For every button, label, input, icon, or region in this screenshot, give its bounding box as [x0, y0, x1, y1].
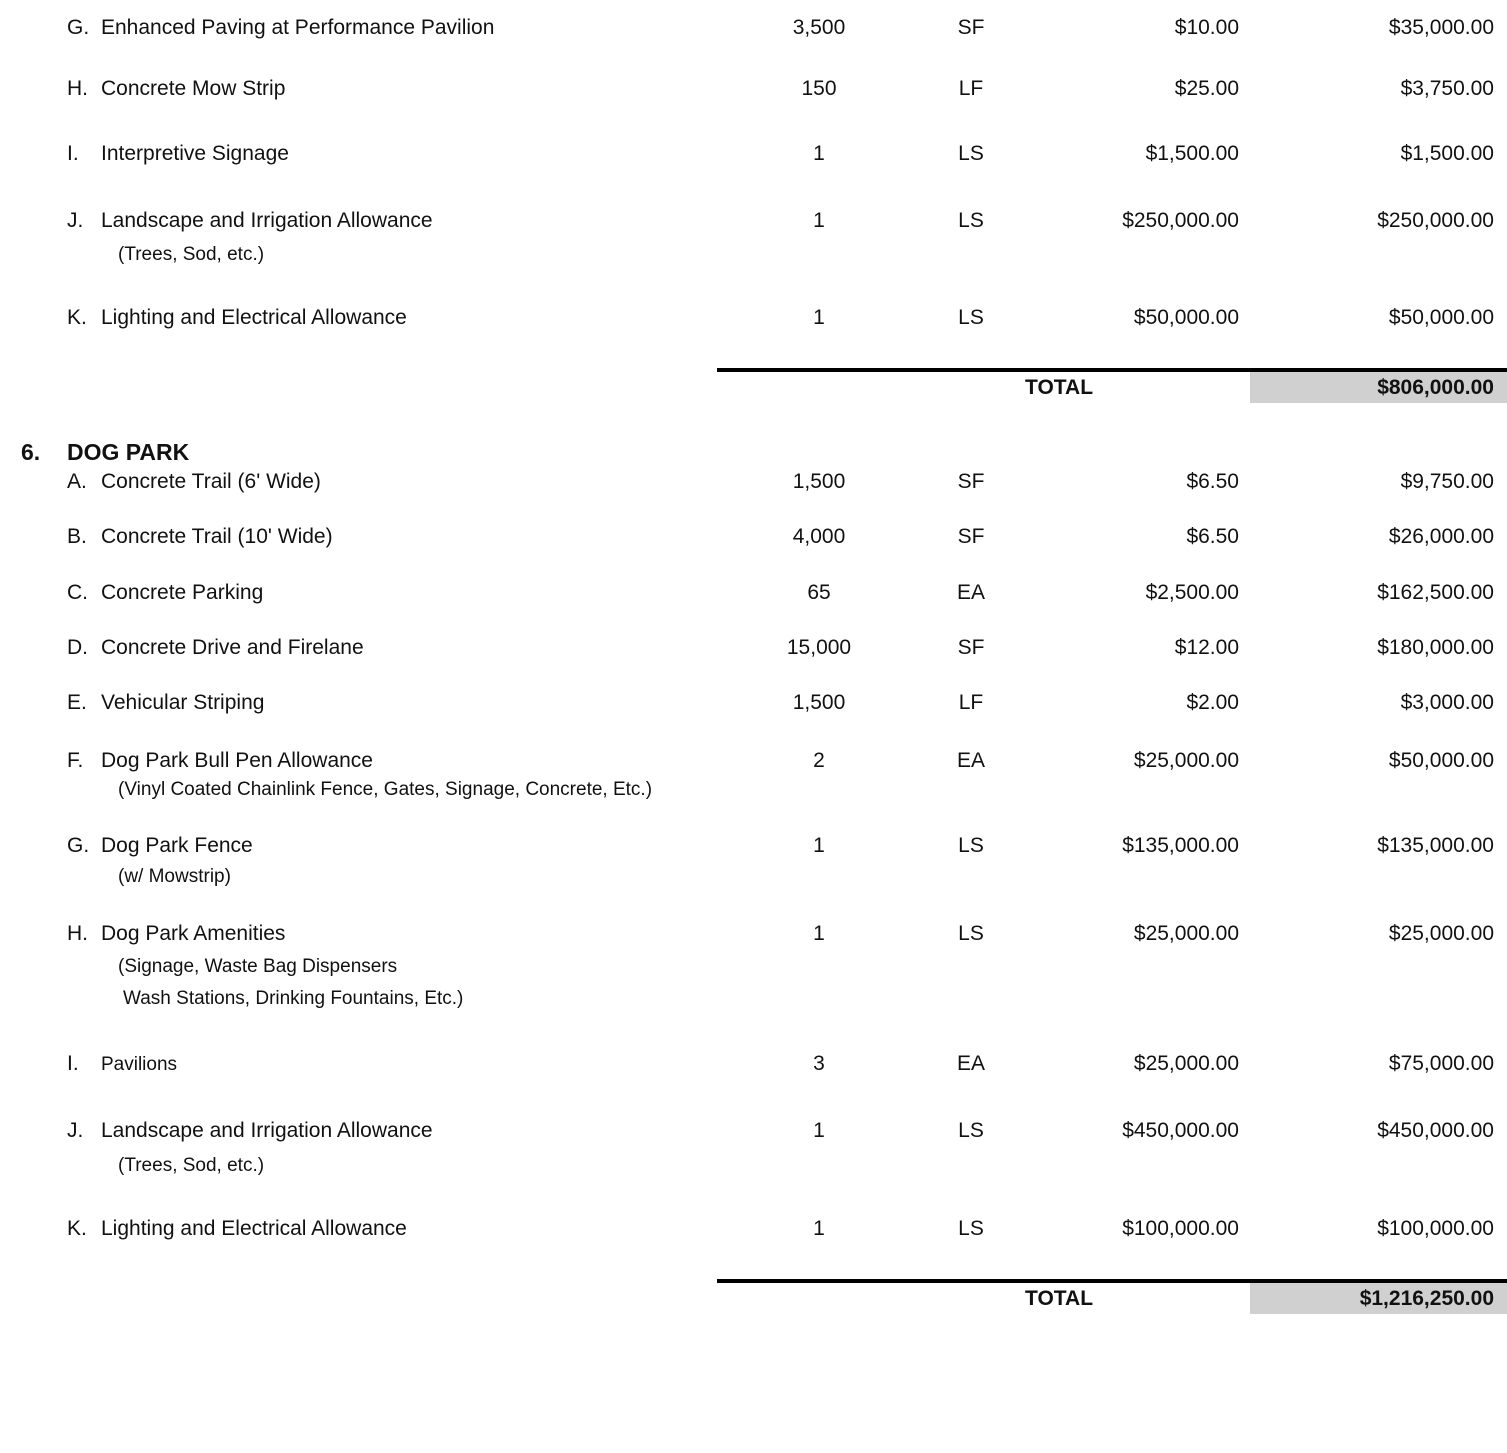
section-number: 6.: [21, 439, 41, 465]
item-letter: H.: [67, 77, 88, 100]
item-amount: $9,750.00: [1400, 470, 1494, 493]
item-description: Lighting and Electrical Allowance: [101, 306, 407, 329]
item-unit: LF: [958, 691, 984, 714]
item-description: Concrete Trail (6' Wide): [101, 470, 321, 493]
item-letter: E.: [67, 691, 87, 714]
item-letter: K.: [67, 1217, 87, 1240]
item-unit: EA: [956, 749, 985, 772]
item-letter: G.: [67, 834, 90, 857]
item-quantity: 1,500: [792, 691, 846, 714]
item-letter: A.: [67, 470, 87, 493]
item-quantity: 1: [813, 142, 825, 165]
item-unit: SF: [957, 470, 985, 493]
item-unit: SF: [957, 525, 985, 548]
item-letter: I.: [67, 142, 79, 165]
item-description: Dog Park Bull Pen Allowance: [101, 749, 373, 772]
item-amount: $50,000.00: [1388, 306, 1494, 329]
item-quantity: 1: [813, 834, 825, 857]
item-unit: EA: [956, 581, 985, 604]
item-amount: $26,000.00: [1388, 525, 1494, 548]
item-amount: $35,000.00: [1388, 16, 1494, 39]
item-description: Landscape and Irrigation Allowance: [101, 209, 433, 232]
item-note-continued: Wash Stations, Drinking Fountains, Etc.): [123, 988, 464, 1009]
item-unit-price: $2,500.00: [1145, 581, 1239, 604]
item-unit-price: $10.00: [1174, 16, 1239, 39]
item-description: Vehicular Striping: [101, 691, 265, 714]
item-letter: G.: [67, 16, 90, 39]
item-letter: C.: [67, 581, 88, 604]
item-note: (w/ Mowstrip): [118, 866, 231, 887]
item-amount: $450,000.00: [1377, 1119, 1494, 1142]
item-unit-price: $135,000.00: [1122, 834, 1239, 857]
item-amount: $180,000.00: [1377, 636, 1494, 659]
item-letter: J.: [67, 209, 84, 232]
item-unit-price: $1,500.00: [1145, 142, 1239, 165]
item-description: Dog Park Amenities: [101, 922, 286, 945]
item-quantity: 1: [813, 922, 825, 945]
item-description: Concrete Mow Strip: [101, 77, 286, 100]
item-note: (Trees, Sod, etc.): [118, 244, 265, 265]
item-quantity: 15,000: [786, 636, 852, 659]
item-letter: D.: [67, 636, 88, 659]
item-amount: $162,500.00: [1377, 581, 1494, 604]
item-quantity: 1,500: [792, 470, 846, 493]
item-unit-price: $25,000.00: [1133, 922, 1239, 945]
item-description: Dog Park Fence: [101, 834, 253, 857]
item-description: Concrete Parking: [101, 581, 264, 604]
item-letter: B.: [67, 525, 87, 548]
item-letter: H.: [67, 922, 88, 945]
item-unit: LS: [958, 209, 984, 232]
item-amount: $3,000.00: [1400, 691, 1494, 714]
total-value: $1,216,250.00: [1359, 1287, 1494, 1310]
item-amount: $3,750.00: [1400, 77, 1494, 100]
item-quantity: 150: [801, 77, 837, 100]
item-description: Interpretive Signage: [101, 142, 289, 165]
item-quantity: 2: [813, 749, 825, 772]
item-unit-price: $25,000.00: [1133, 1052, 1239, 1075]
item-quantity: 3,500: [792, 16, 846, 39]
item-letter: I.: [67, 1052, 79, 1075]
item-note: (Vinyl Coated Chainlink Fence, Gates, Signage, Concrete, Etc.): [118, 779, 653, 800]
item-quantity: 4,000: [792, 525, 846, 548]
total-value: $806,000.00: [1377, 376, 1494, 399]
item-note: (Signage, Waste Bag Dispensers: [118, 956, 398, 977]
item-letter: K.: [67, 306, 87, 329]
item-description: Concrete Drive and Firelane: [101, 636, 364, 659]
item-amount: $50,000.00: [1388, 749, 1494, 772]
item-quantity: 1: [813, 1217, 825, 1240]
item-unit: LS: [958, 922, 984, 945]
item-unit-price: $25.00: [1174, 77, 1239, 100]
item-description: Enhanced Paving at Performance Pavilion: [101, 16, 495, 39]
total-box: [1250, 372, 1507, 403]
item-description: Landscape and Irrigation Allowance: [101, 1119, 433, 1142]
item-letter: J.: [67, 1119, 84, 1142]
item-quantity: 1: [813, 1119, 825, 1142]
item-unit: SF: [957, 16, 985, 39]
item-unit-price: $450,000.00: [1122, 1119, 1239, 1142]
item-letter: F.: [67, 749, 84, 772]
section-title: DOG PARK: [67, 439, 190, 465]
item-description: Concrete Trail (10' Wide): [101, 525, 333, 548]
item-unit: LS: [958, 142, 984, 165]
item-unit: LS: [958, 1217, 984, 1240]
item-unit-price: $250,000.00: [1122, 209, 1239, 232]
item-unit-price: $100,000.00: [1122, 1217, 1239, 1240]
item-quantity: 3: [813, 1052, 825, 1075]
total-box: [1250, 1283, 1507, 1314]
item-amount: $135,000.00: [1377, 834, 1494, 857]
item-unit: EA: [956, 1052, 985, 1075]
item-amount: $25,000.00: [1388, 922, 1494, 945]
item-unit-price: $25,000.00: [1133, 749, 1239, 772]
item-note: (Trees, Sod, etc.): [118, 1155, 265, 1176]
total-label: TOTAL: [1025, 376, 1094, 399]
item-amount: $75,000.00: [1388, 1052, 1494, 1075]
item-unit-price: $6.50: [1186, 470, 1239, 493]
item-quantity: 65: [807, 581, 831, 604]
item-amount: $1,500.00: [1400, 142, 1494, 165]
item-unit: LF: [958, 77, 984, 100]
item-unit-price: $6.50: [1186, 525, 1239, 548]
item-amount: $100,000.00: [1377, 1217, 1494, 1240]
item-unit: LS: [958, 306, 984, 329]
item-amount: $250,000.00: [1377, 209, 1494, 232]
total-label: TOTAL: [1025, 1287, 1094, 1310]
item-unit-price: $2.00: [1186, 691, 1239, 714]
item-unit-price: $50,000.00: [1133, 306, 1239, 329]
item-quantity: 1: [813, 209, 825, 232]
item-unit: LS: [958, 1119, 984, 1142]
item-description: Pavilions: [101, 1054, 178, 1075]
item-unit-price: $12.00: [1174, 636, 1239, 659]
item-unit: SF: [957, 636, 985, 659]
item-quantity: 1: [813, 306, 825, 329]
item-unit: LS: [958, 834, 984, 857]
item-description: Lighting and Electrical Allowance: [101, 1217, 407, 1240]
